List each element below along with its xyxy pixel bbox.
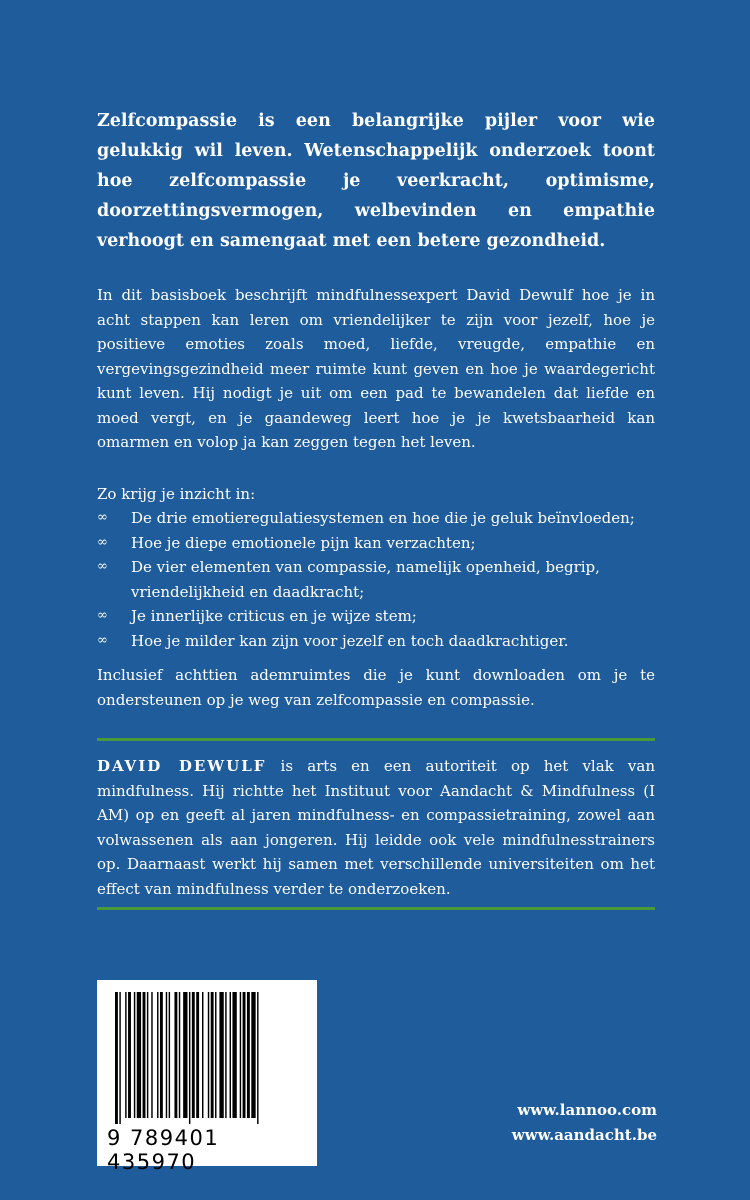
url-aandacht[interactable]: www.aandacht.be: [511, 1126, 657, 1144]
infinity-icon: ∞: [97, 632, 108, 648]
infinity-icon: ∞: [97, 534, 108, 550]
list-item: ∞ De vier elementen van compassie, namelijk openheid, begrip, vriendelijkheid en daadkracht;: [97, 555, 667, 604]
divider-top: [97, 738, 655, 741]
list-item: ∞ De drie emotieregulatiesystemen en hoe die je geluk beïnvloeden;: [97, 506, 667, 531]
barcode-bars: [109, 992, 305, 1124]
insight-list: [97, 506, 667, 653]
divider-bottom: [97, 907, 655, 910]
list-item: ∞ Hoe je milder kan zijn voor jezelf en toch daadkrachtiger.: [97, 629, 667, 654]
author-name: DAVID DEWULF: [97, 757, 267, 775]
download-paragraph: Inclusief achttien ademruimtes die je kunt downloaden om je te ondersteunen op je weg van zelfcompassie en compassie.: [97, 666, 655, 709]
description-paragraph: In dit basisboek beschrijft mindfulnessexpert David Dewulf hoe je in acht stappen kan leren om vriendelijker te zijn voor jezelf, hoe je positieve emoties zoals moed, liefde, vreugde, empathie en vergevingsgezindheid meer ruimte kunt geven en hoe je waardegericht kunt leven. Hij nodigt je uit om een pad te bewandelen dat liefde en moed vergt, en je gaandeweg leert hoe je je kwetsbaarheid kan omarmen en volop ja kan zeggen tegen het leven.: [97, 286, 655, 451]
publisher-links: [512, 1098, 657, 1148]
author-bio-text: is arts en een autoriteit op het vlak van mindfulness. Hij richtte het Instituut voor Aandacht & Mindfulness (I AM) op en geeft al jaren mindfulness- en compassietraining, zowel aan volwassenen als aan jongeren. Hij leidde ook vele mindfulnesstrainers op. Daarnaast werkt hij samen met verschillende universiteiten om het effect van mindfulness verder te onderzoeken.: [97, 757, 655, 898]
author-bio: [97, 754, 655, 901]
list-item: ∞ Je innerlijke criticus en je wijze stem;: [97, 604, 667, 629]
list-intro: Zo krijg je inzicht in:: [97, 485, 256, 503]
list-item: ∞ Hoe je diepe emotionele pijn kan verzachten;: [97, 531, 667, 556]
intro-text: Zelfcompassie is een belangrijke pijler voor wie gelukkig wil leven. Wetenschappelijk onderzoek toont hoe zelfcompassie je veerkracht, optimisme, doorzettingsvermogen, welbevinden en empathie verhoogt en samengaat met een betere gezondheid.: [97, 111, 655, 251]
isbn-number: 9 789401 435970: [107, 1126, 220, 1174]
infinity-icon: ∞: [97, 510, 108, 525]
barcode: [97, 980, 317, 1174]
url-lannoo[interactable]: www.lannoo.com: [517, 1101, 657, 1119]
infinity-icon: ∞: [97, 608, 108, 623]
infinity-icon: ∞: [97, 559, 108, 574]
